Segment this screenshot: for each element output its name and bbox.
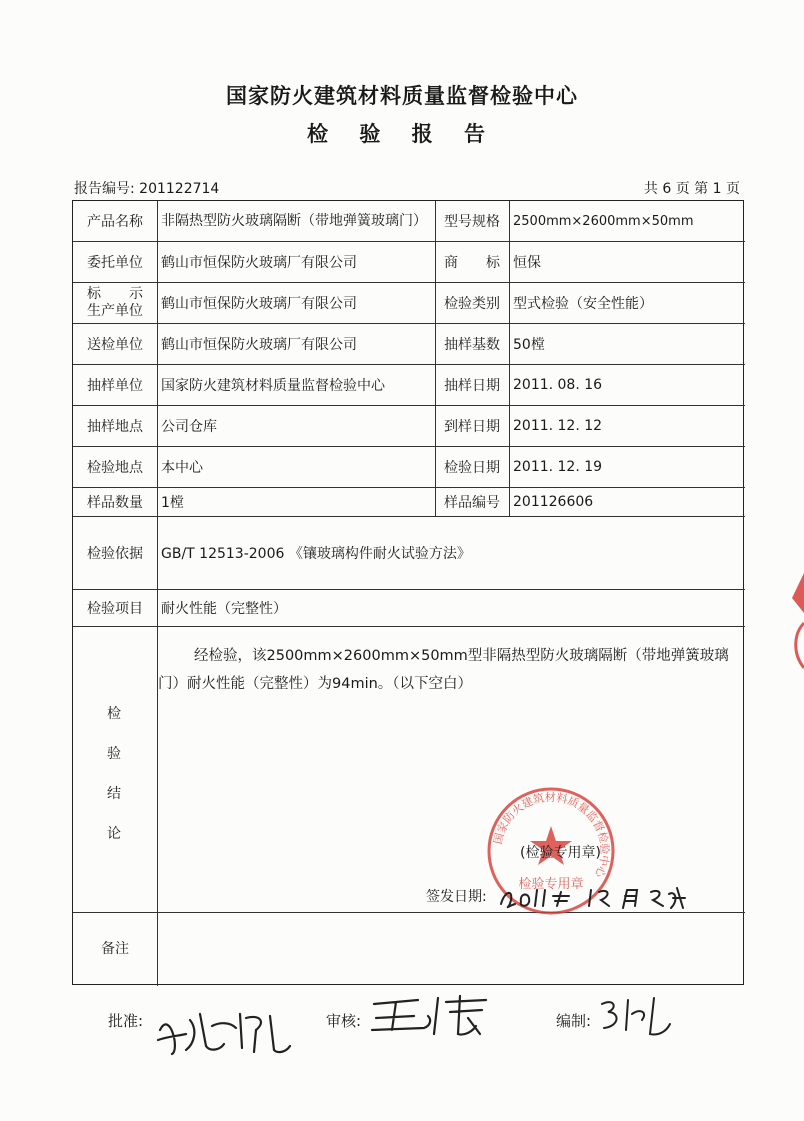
seal-note: (检验专用章) <box>520 845 601 861</box>
conclusion-text: 经检验，该2500mm×2600mm×50mm型非隔热型防火玻璃隔断（带地弹簧玻璃门）耐火性能（完整性）为94min。（以下空白） <box>158 648 729 692</box>
compile-label: 编制: <box>556 1012 592 1030</box>
remarks-label: 备注 <box>101 941 129 957</box>
report-table <box>72 200 744 985</box>
sample-base-value: 50樘 <box>513 336 545 353</box>
sample-date-label: 抽样日期 <box>444 377 500 394</box>
test-place-label: 检验地点 <box>87 459 143 476</box>
basis-value: GB/T 12513-2006 《镶玻璃构件耐火试验方法》 <box>161 545 471 562</box>
arrival-date-value: 2011. 12. 12 <box>513 417 603 434</box>
review-label: 审核: <box>326 1012 362 1030</box>
test-type-value: 型式检验（安全性能） <box>513 295 653 312</box>
test-type-label: 检验类别 <box>444 295 500 312</box>
sample-base-label: 抽样基数 <box>444 336 500 353</box>
partial-seal-edge <box>784 568 804 678</box>
page-info: 共 6 页 第 1 页 <box>643 181 740 197</box>
product-name-value: 非隔热型防火玻璃隔断（带地弹簧玻璃门） <box>161 212 427 229</box>
qty-value: 1樘 <box>161 494 184 511</box>
test-date-label: 检验日期 <box>444 459 500 476</box>
sample-no-label: 样品编号 <box>444 494 500 511</box>
approve-label: 批准: <box>108 1012 144 1030</box>
sample-date-value: 2011. 08. 16 <box>513 376 603 393</box>
producer-label-line1: 标 示 <box>87 285 143 302</box>
brand-value: 恒保 <box>513 254 541 271</box>
reviewer-signature <box>368 990 498 1040</box>
doc-title: 检 验 报 告 <box>307 122 497 146</box>
seal-center-text: 检验专用章 <box>518 877 584 892</box>
producer-label-line2: 生产单位 <box>87 302 143 319</box>
issue-date-handwritten <box>491 882 691 912</box>
model-label: 型号规格 <box>444 214 500 230</box>
producer-label <box>73 282 157 323</box>
test-date-value: 2011. 12. 19 <box>513 458 603 475</box>
client-label: 委托单位 <box>87 254 143 271</box>
sample-place-label: 抽样地点 <box>87 418 143 435</box>
sample-no-value: 201126606 <box>513 493 594 510</box>
sampler-value: 国家防火建筑材料质量监督检验中心 <box>161 377 385 394</box>
arrival-date-label: 到样日期 <box>444 418 500 435</box>
model-value: 2500mm×2600mm×50mm <box>513 213 694 229</box>
seal-ring-text: 国家防火建筑材料质量监督检验中心 <box>491 790 612 880</box>
report-number <box>74 178 219 198</box>
issue-date-label: 签发日期: <box>426 889 487 905</box>
conclusion-label-char: 结 <box>107 786 121 802</box>
report-number-value: 201122714 <box>139 181 220 197</box>
qty-label: 样品数量 <box>87 494 143 511</box>
items-label: 检验项目 <box>87 600 143 617</box>
basis-label: 检验依据 <box>87 545 143 562</box>
submitter-label: 送检单位 <box>87 336 143 353</box>
test-place-value: 本中心 <box>161 459 203 476</box>
report-number-label: 报告编号: <box>74 181 135 197</box>
conclusion-label <box>72 703 156 863</box>
conclusion-label-char: 验 <box>107 746 121 762</box>
producer-value: 鹤山市恒保防火玻璃厂有限公司 <box>161 295 357 312</box>
conclusion-label-char: 检 <box>107 706 121 722</box>
sample-place-value: 公司仓库 <box>161 418 217 435</box>
client-value: 鹤山市恒保防火玻璃厂有限公司 <box>161 254 357 271</box>
brand-label: 商 标 <box>444 254 500 271</box>
items-value: 耐火性能（完整性） <box>161 600 287 617</box>
sampler-label: 抽样单位 <box>87 377 143 394</box>
compiler-signature <box>598 994 678 1038</box>
conclusion-label-char: 论 <box>107 826 121 842</box>
approver-signature <box>150 1000 300 1060</box>
org-title: 国家防火建筑材料质量监督检验中心 <box>226 84 578 108</box>
issue-date <box>426 882 691 912</box>
submitter-value: 鹤山市恒保防火玻璃厂有限公司 <box>161 336 357 353</box>
product-name-label: 产品名称 <box>87 214 143 230</box>
